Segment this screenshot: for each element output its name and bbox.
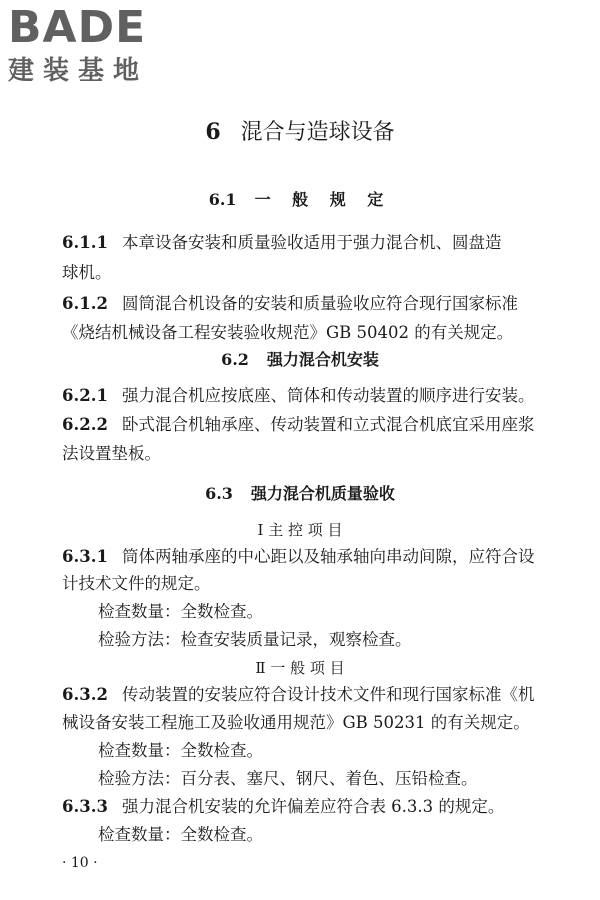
subheading-general-items: Ⅱ 一 般 项 目 — [255, 659, 345, 677]
clause-number: 6.2.2 — [62, 415, 108, 434]
clause-number: 6.3.2 — [62, 685, 108, 704]
inspection-method: 检验方法：检查安装质量记录，观察检查。 — [98, 630, 412, 649]
clause-6-3-3 — [62, 796, 504, 818]
section-heading-6-2 — [0, 349, 600, 371]
section-heading-6-3 — [0, 483, 600, 505]
clause-6-1-1-continued: 球机。 — [62, 263, 112, 282]
clause-text: 强力混合机安装的允许偏差应符合表 6.3.3 的规定。 — [121, 797, 505, 816]
logo-wordmark: BADE — [8, 2, 147, 53]
clause-number: 6.1.1 — [62, 233, 108, 252]
clause-6-3-1-continued: 计技术文件的规定。 — [62, 574, 211, 593]
clause-6-2-2 — [62, 414, 534, 436]
clause-text: 本章设备安装和质量验收适用于强力混合机、圆盘造 — [121, 233, 502, 252]
clause-6-1-2-continued: 《烧结机械设备工程安装验收规范》GB 50402 的有关规定。 — [62, 323, 514, 342]
clause-6-1-1 — [62, 232, 501, 254]
clause-number: 6.1.2 — [62, 294, 108, 313]
inspection-method: 检验方法：百分表、塞尺、钢尺、着色、压铅检查。 — [98, 769, 478, 788]
section-heading-6-1 — [0, 189, 600, 211]
section-number: 6.3 — [205, 484, 233, 503]
page-number: · 10 · — [62, 855, 98, 871]
clause-6-2-1 — [62, 385, 534, 407]
section-title: 强力混合机质量验收 — [250, 484, 395, 503]
clause-6-3-2-continued: 械设备安装工程施工及验收通用规范》GB 50231 的有关规定。 — [62, 713, 530, 732]
clause-text: 筒体两轴承座的中心距以及轴承轴向串动间隙，应符合设 — [121, 547, 535, 566]
inspection-quantity: 检查数量：全数检查。 — [98, 825, 263, 844]
subheading-main-control: Ⅰ 主 控 项 目 — [257, 521, 343, 539]
section-title: 一 般 规 定 — [254, 190, 392, 209]
clause-text: 传动装置的安装应符合设计技术文件和现行国家标准《机 — [121, 685, 535, 704]
clause-text: 圆筒混合机设备的安装和质量验收应符合现行国家标准 — [121, 294, 518, 313]
clause-number: 6.2.1 — [62, 386, 108, 405]
inspection-quantity: 检查数量：全数检查。 — [98, 602, 263, 621]
inspection-quantity: 检查数量：全数检查。 — [98, 741, 263, 760]
clause-6-2-2-continued: 法设置垫板。 — [62, 444, 161, 463]
clause-6-3-1 — [62, 546, 534, 568]
chapter-title: 混合与造球设备 — [240, 120, 395, 145]
clause-text: 强力混合机应按底座、筒体和传动装置的顺序进行安装。 — [121, 386, 535, 405]
chapter-number: 6 — [205, 119, 221, 145]
logo-subtitle: 建装基地 — [8, 56, 149, 86]
clause-text: 卧式混合机轴承座、传动装置和立式混合机底宜采用座浆 — [121, 415, 535, 434]
chapter-heading — [0, 121, 600, 144]
section-number: 6.2 — [221, 350, 249, 369]
clause-6-1-2 — [62, 293, 518, 315]
section-title: 强力混合机安装 — [266, 350, 379, 369]
section-number: 6.1 — [208, 190, 237, 209]
clause-6-3-2 — [62, 684, 534, 706]
clause-number: 6.3.3 — [62, 797, 108, 816]
clause-number: 6.3.1 — [62, 547, 108, 566]
